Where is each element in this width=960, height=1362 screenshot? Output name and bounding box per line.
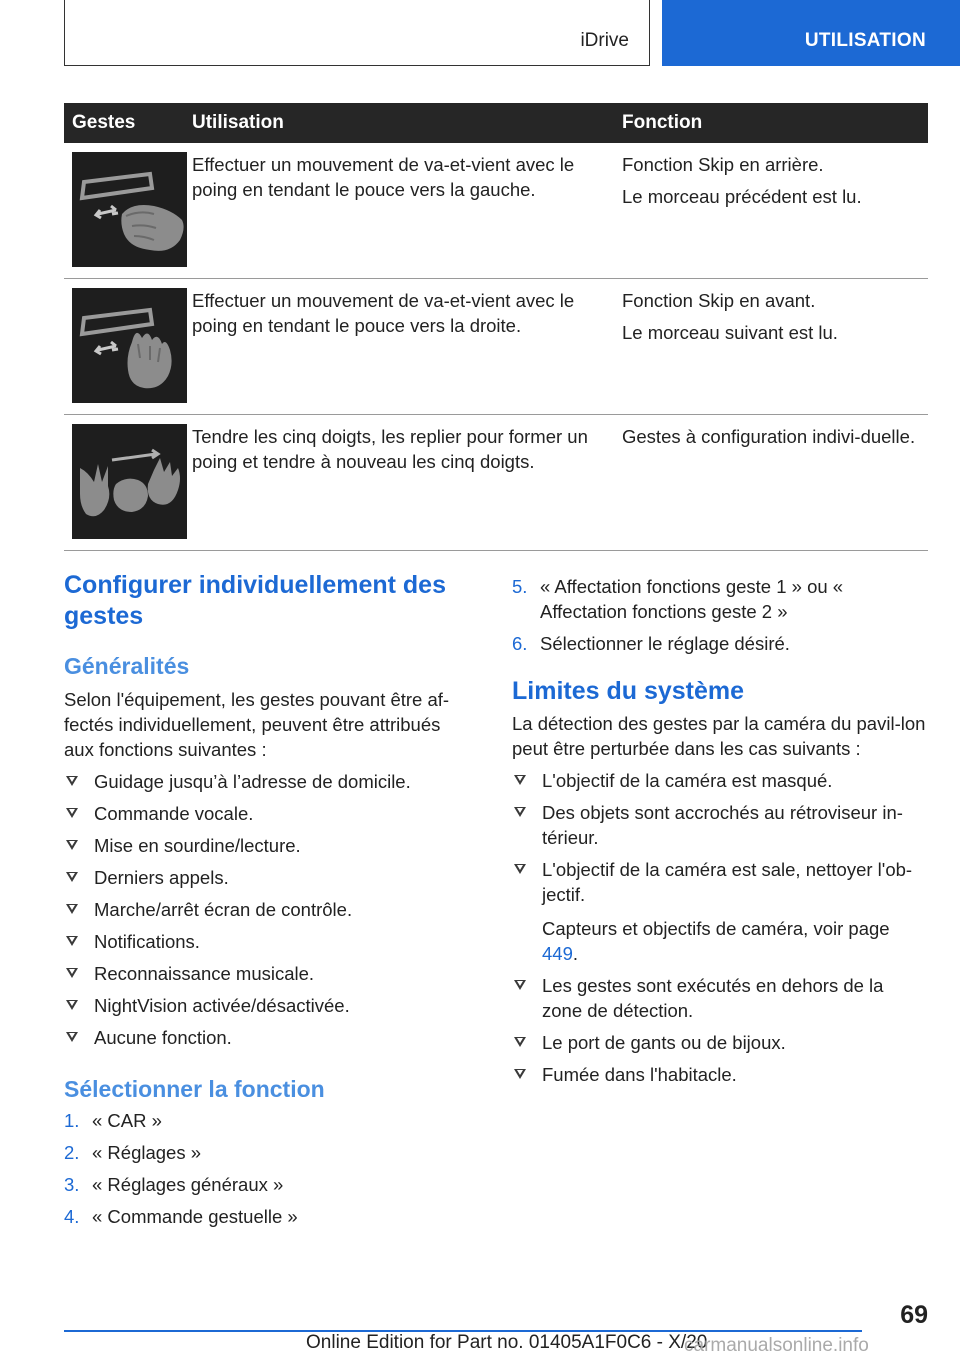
table-row [64,143,928,279]
row-function: Gestes à configuration indivi-duelle. [622,426,916,447]
list-item: NightVision activée/désactivée. [64,993,474,1018]
list-item: Les gestes sont exécutés en dehors de la zone de détection. [512,973,928,1023]
left-column [64,570,474,1229]
row-function-detail: Le morceau précédent est lu. [622,186,862,207]
subtitle-generalites: Généralités [64,653,190,679]
table-row [64,279,928,415]
watermark: carmanualsonline.info [684,1335,869,1356]
col-header-utilisation: Utilisation [192,112,284,133]
table-row [64,415,928,551]
bullet-triangle-icon [66,936,78,946]
page-number: 69 [900,1301,928,1329]
list-item: L'objectif de la caméra est masqué. [512,768,928,793]
header-chapter: UTILISATION [804,30,926,51]
limits-intro: La détection des gestes par la caméra du pavil-lon peut être perturbée dans les cas suivants : [512,713,926,759]
bullet-triangle-icon [66,776,78,786]
list-item: Le port de gants ou de bijoux. [512,1030,928,1055]
section-title-configure: Configurer individuellement des gestes [64,571,446,630]
gesture-fist-swipe-right-icon [72,288,187,403]
footer-edition: Online Edition for Part no. 01405A1F0C6 - X/20 [306,1332,708,1353]
header-section: iDrive [580,30,629,51]
bullet-triangle-icon [66,808,78,818]
bullet-triangle-icon [66,1000,78,1010]
bullet-triangle-icon [66,904,78,914]
page-link[interactable]: 449 [542,943,573,964]
bullet-triangle-icon [514,864,526,874]
row-usage: Tendre les cinq doigts, les replier pour former un poing et tendre à nouveau les cinq doigts. [192,426,588,472]
bullet-triangle-icon [514,775,526,785]
bullet-triangle-icon [66,1032,78,1042]
header-section-box [64,0,650,66]
row-function-detail: Le morceau suivant est lu. [622,322,838,343]
list-item: Notifications. [64,929,474,954]
step-item: 1. « CAR » [64,1110,162,1131]
gestures-table [64,103,928,551]
section-title-limits: Limites du système [512,677,745,705]
bullet-triangle-icon [66,872,78,882]
row-usage: Effectuer un mouvement de va-et-vient avec le poing en tendant le pouce vers la droite. [192,290,575,336]
row-function: Fonction Skip en arrière. [622,154,824,175]
gesture-open-close-hand-icon [72,424,187,539]
list-item: Guidage jusqu’à l’adresse de domicile. [64,769,474,794]
col-header-fonction: Fonction [622,112,703,133]
table-header [64,103,928,143]
list-item: Fumée dans l'habitacle. [512,1062,928,1087]
bullet-triangle-icon [66,840,78,850]
list-item: Mise en sourdine/lecture. [64,833,474,858]
row-function: Fonction Skip en avant. [622,290,816,311]
step-item: 5. « Affectation fonctions geste 1 » ou « Affectation fonctions geste 2 » [512,576,844,622]
bullet-triangle-icon [514,1069,526,1079]
subtitle-select-function: Sélectionner la fonction [64,1076,325,1102]
bullet-triangle-icon [514,807,526,817]
bullet-triangle-icon [66,968,78,978]
bullet-triangle-icon [514,1037,526,1047]
row-usage: Effectuer un mouvement de va-et-vient avec le poing en tendant le pouce vers la gauche. [192,154,575,200]
list-item: Derniers appels. [64,865,474,890]
step-item: 3. « Réglages généraux » [64,1174,284,1195]
step-item: 4. « Commande gestuelle » [64,1206,298,1227]
list-item: Aucune fonction. [64,1025,474,1050]
list-item: Reconnaissance musicale. [64,961,474,986]
cross-reference: Capteurs et objectifs de caméra, voir page 449. [542,918,890,964]
step-item: 6. Sélectionner le réglage désiré. [512,633,790,654]
list-item: Marche/arrêt écran de contrôle. [64,897,474,922]
header-chapter-box [662,0,960,66]
right-column [512,574,928,1087]
list-item: Des objets sont accrochés au rétroviseur in-térieur. [512,800,928,850]
intro-text: Selon l'équipement, les gestes pouvant être af-fectés individuellement, peuvent être attribués aux fonctions suivantes : [64,689,450,760]
step-item: 2. « Réglages » [64,1142,202,1163]
list-item: L'objectif de la caméra est sale, nettoyer l'ob-jectif. Capteurs et objectifs de caméra, voir page 449. [512,857,928,966]
bullet-triangle-icon [514,980,526,990]
gesture-fist-swipe-left-icon [72,152,187,267]
col-header-gestes: Gestes [72,112,136,133]
list-item: Commande vocale. [64,801,474,826]
